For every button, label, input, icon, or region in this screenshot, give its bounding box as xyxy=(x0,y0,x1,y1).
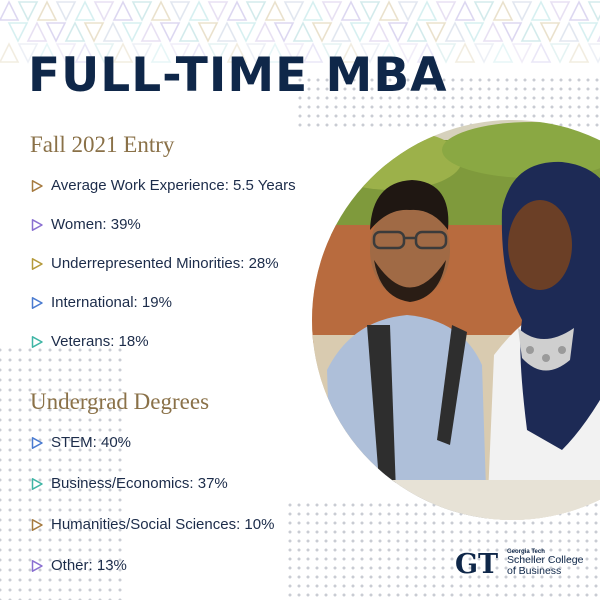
svg-text:GT: GT xyxy=(455,549,499,578)
entry-item-label: International: 19% xyxy=(51,294,172,311)
list-item xyxy=(30,244,296,283)
degrees-item-label: Business/Economics: 37% xyxy=(51,475,228,492)
list-item xyxy=(30,283,296,322)
play-arrow-icon xyxy=(30,559,44,573)
list-item xyxy=(30,545,274,586)
degrees-stats-list xyxy=(30,422,274,586)
degrees-item-label: Humanities/Social Sciences: 10% xyxy=(51,516,275,533)
page-title: FULL-TIME MBA xyxy=(28,48,448,103)
logo-line-3: of Business xyxy=(507,565,562,578)
entry-stats-list xyxy=(30,166,296,361)
play-arrow-icon xyxy=(30,436,44,450)
play-arrow-icon xyxy=(30,477,44,491)
entry-item-label: Average Work Experience: 5.5 Years xyxy=(51,177,296,194)
play-arrow-icon xyxy=(30,296,44,310)
play-arrow-icon xyxy=(30,257,44,271)
degrees-item-label: Other: 13% xyxy=(51,557,127,574)
entry-item-label: Women: 39% xyxy=(51,216,141,233)
list-item xyxy=(30,422,274,463)
list-item xyxy=(30,322,296,361)
logo-line-2: Scheller College xyxy=(507,554,584,567)
list-item xyxy=(30,205,296,244)
list-item xyxy=(30,504,274,545)
logo-wordmark xyxy=(507,549,583,577)
logo-line-1: Georgia Tech xyxy=(507,548,545,555)
entry-heading: Fall 2021 Entry xyxy=(30,132,175,157)
scheller-logo xyxy=(455,548,583,578)
degrees-heading: Undergrad Degrees xyxy=(30,389,210,414)
list-item xyxy=(30,166,296,205)
entry-item-label: Veterans: 18% xyxy=(51,333,149,350)
gt-monogram-logo xyxy=(455,548,501,578)
play-arrow-icon xyxy=(30,179,44,193)
play-arrow-icon xyxy=(30,518,44,532)
play-arrow-icon xyxy=(30,335,44,349)
degrees-item-label: STEM: 40% xyxy=(51,434,132,451)
entry-item-label: Underrepresented Minorities: 28% xyxy=(51,255,279,272)
play-arrow-icon xyxy=(30,218,44,232)
list-item xyxy=(30,463,274,504)
